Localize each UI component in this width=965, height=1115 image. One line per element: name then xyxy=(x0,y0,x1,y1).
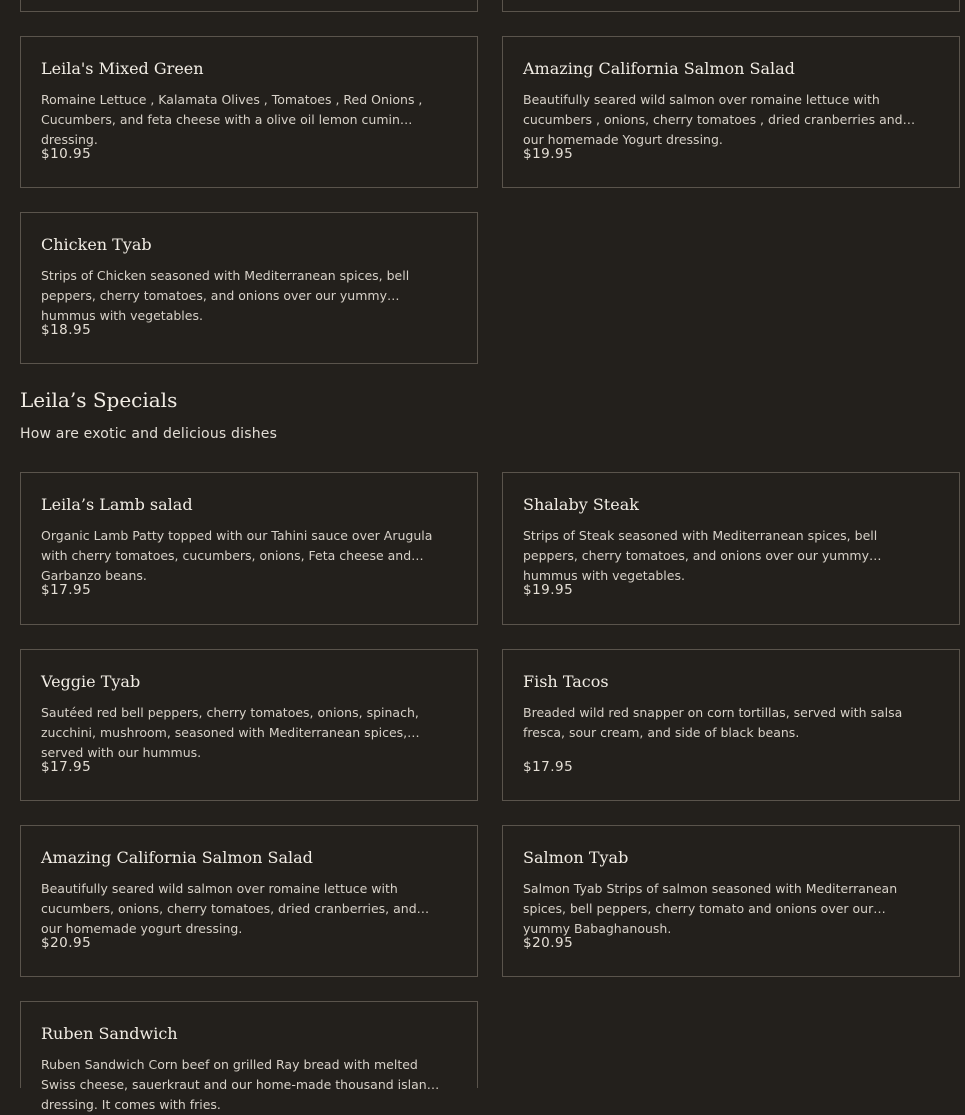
menu-item-description: Beautifully seared wild salmon over romaine lettuce with cucumbers , onions, cherry tomatoes , dried cranberries and our homemade Yogurt dressing. xyxy=(523,92,903,147)
menu-item-name: Veggie Tyab xyxy=(41,672,141,691)
menu-item-price: $17.95 xyxy=(523,759,574,775)
menu-item-name: Amazing California Salmon Salad xyxy=(523,59,795,78)
menu-item-description: Sautéed red bell peppers, cherry tomatoes, onions, spinach, zucchini, mushroom, seasoned with Mediterranean spices, served with our hummus. xyxy=(41,705,419,760)
menu-item-price: $19.95 xyxy=(523,582,574,598)
menu-item-price: $20.95 xyxy=(523,935,574,951)
menu-item-description: Organic Lamb Patty topped with our Tahini sauce over Arugula with cherry tomatoes, cucumbers, onions, Feta cheese and Garbanzo beans. xyxy=(41,528,433,583)
menu-item-card-partial[interactable] xyxy=(20,0,478,12)
menu-item-name: Ruben Sandwich xyxy=(41,1024,178,1043)
menu-item-price: $17.95 xyxy=(41,759,92,775)
menu-item-card[interactable] xyxy=(502,649,960,801)
menu-item-name: Fish Tacos xyxy=(523,672,609,691)
menu-item-card[interactable] xyxy=(20,825,478,977)
menu-item-description: Ruben Sandwich Corn beef on grilled Ray bread with melted Swiss cheese, sauerkraut and our home-made thousand island dressing. It comes with fries. xyxy=(41,1057,435,1112)
menu-item-description: Beautifully seared wild salmon over romaine lettuce with cucumbers, onions, cherry tomatoes, dried cranberries, and our homemade yogurt dressing. xyxy=(41,881,417,936)
menu-item-card[interactable] xyxy=(20,649,478,801)
section-subtitle: How are exotic and delicious dishes xyxy=(20,426,278,442)
menu-item-price: $17.95 xyxy=(41,582,92,598)
menu-item-price: $20.95 xyxy=(41,935,92,951)
menu-item-card[interactable] xyxy=(20,36,478,188)
menu-item-card[interactable] xyxy=(502,825,960,977)
menu-item-description: Breaded wild red snapper on corn tortillas, served with salsa fresca, sour cream, and side of black beans. xyxy=(523,705,903,740)
menu-item-name: Chicken Tyab xyxy=(41,235,152,254)
menu-item-price: $19.95 xyxy=(523,146,574,162)
section-title: Leila’s Specials xyxy=(20,388,178,412)
menu-item-description: Salmon Tyab Strips of salmon seasoned with Mediterranean spices, bell peppers, cherry tomato and onions over our yummy Babaghanoush. xyxy=(523,881,898,936)
menu-item-name: Shalaby Steak xyxy=(523,495,639,514)
menu-item-name: Amazing California Salmon Salad xyxy=(41,848,313,867)
menu-item-name: Leila's Mixed Green xyxy=(41,59,204,78)
menu-item-price: $10.95 xyxy=(41,146,92,162)
menu-item-card-partial[interactable] xyxy=(502,0,960,12)
menu-item-name: Salmon Tyab xyxy=(523,848,629,867)
menu-item-card[interactable] xyxy=(20,212,478,364)
menu-item-card[interactable] xyxy=(20,1001,478,1112)
menu-item-name: Leila’s Lamb salad xyxy=(41,495,193,514)
menu-item-price: $18.95 xyxy=(41,322,92,338)
menu-item-card[interactable] xyxy=(20,472,478,625)
menu-item-card[interactable] xyxy=(502,36,960,188)
menu-item-description: Strips of Steak seasoned with Mediterranean spices, bell peppers, cherry tomatoes, and onions over our yummy hummus with vegetables. xyxy=(523,528,878,583)
menu-item-description: Romaine Lettuce , Kalamata Olives , Tomatoes , Red Onions , Cucumbers, and feta cheese with a olive oil lemon cumin dressing. xyxy=(41,92,423,147)
menu-item-card[interactable] xyxy=(502,472,960,625)
menu-item-description: Strips of Chicken seasoned with Mediterranean spices, bell peppers, cherry tomatoes, and onions over our yummy hummus with vegetables. xyxy=(41,268,410,323)
